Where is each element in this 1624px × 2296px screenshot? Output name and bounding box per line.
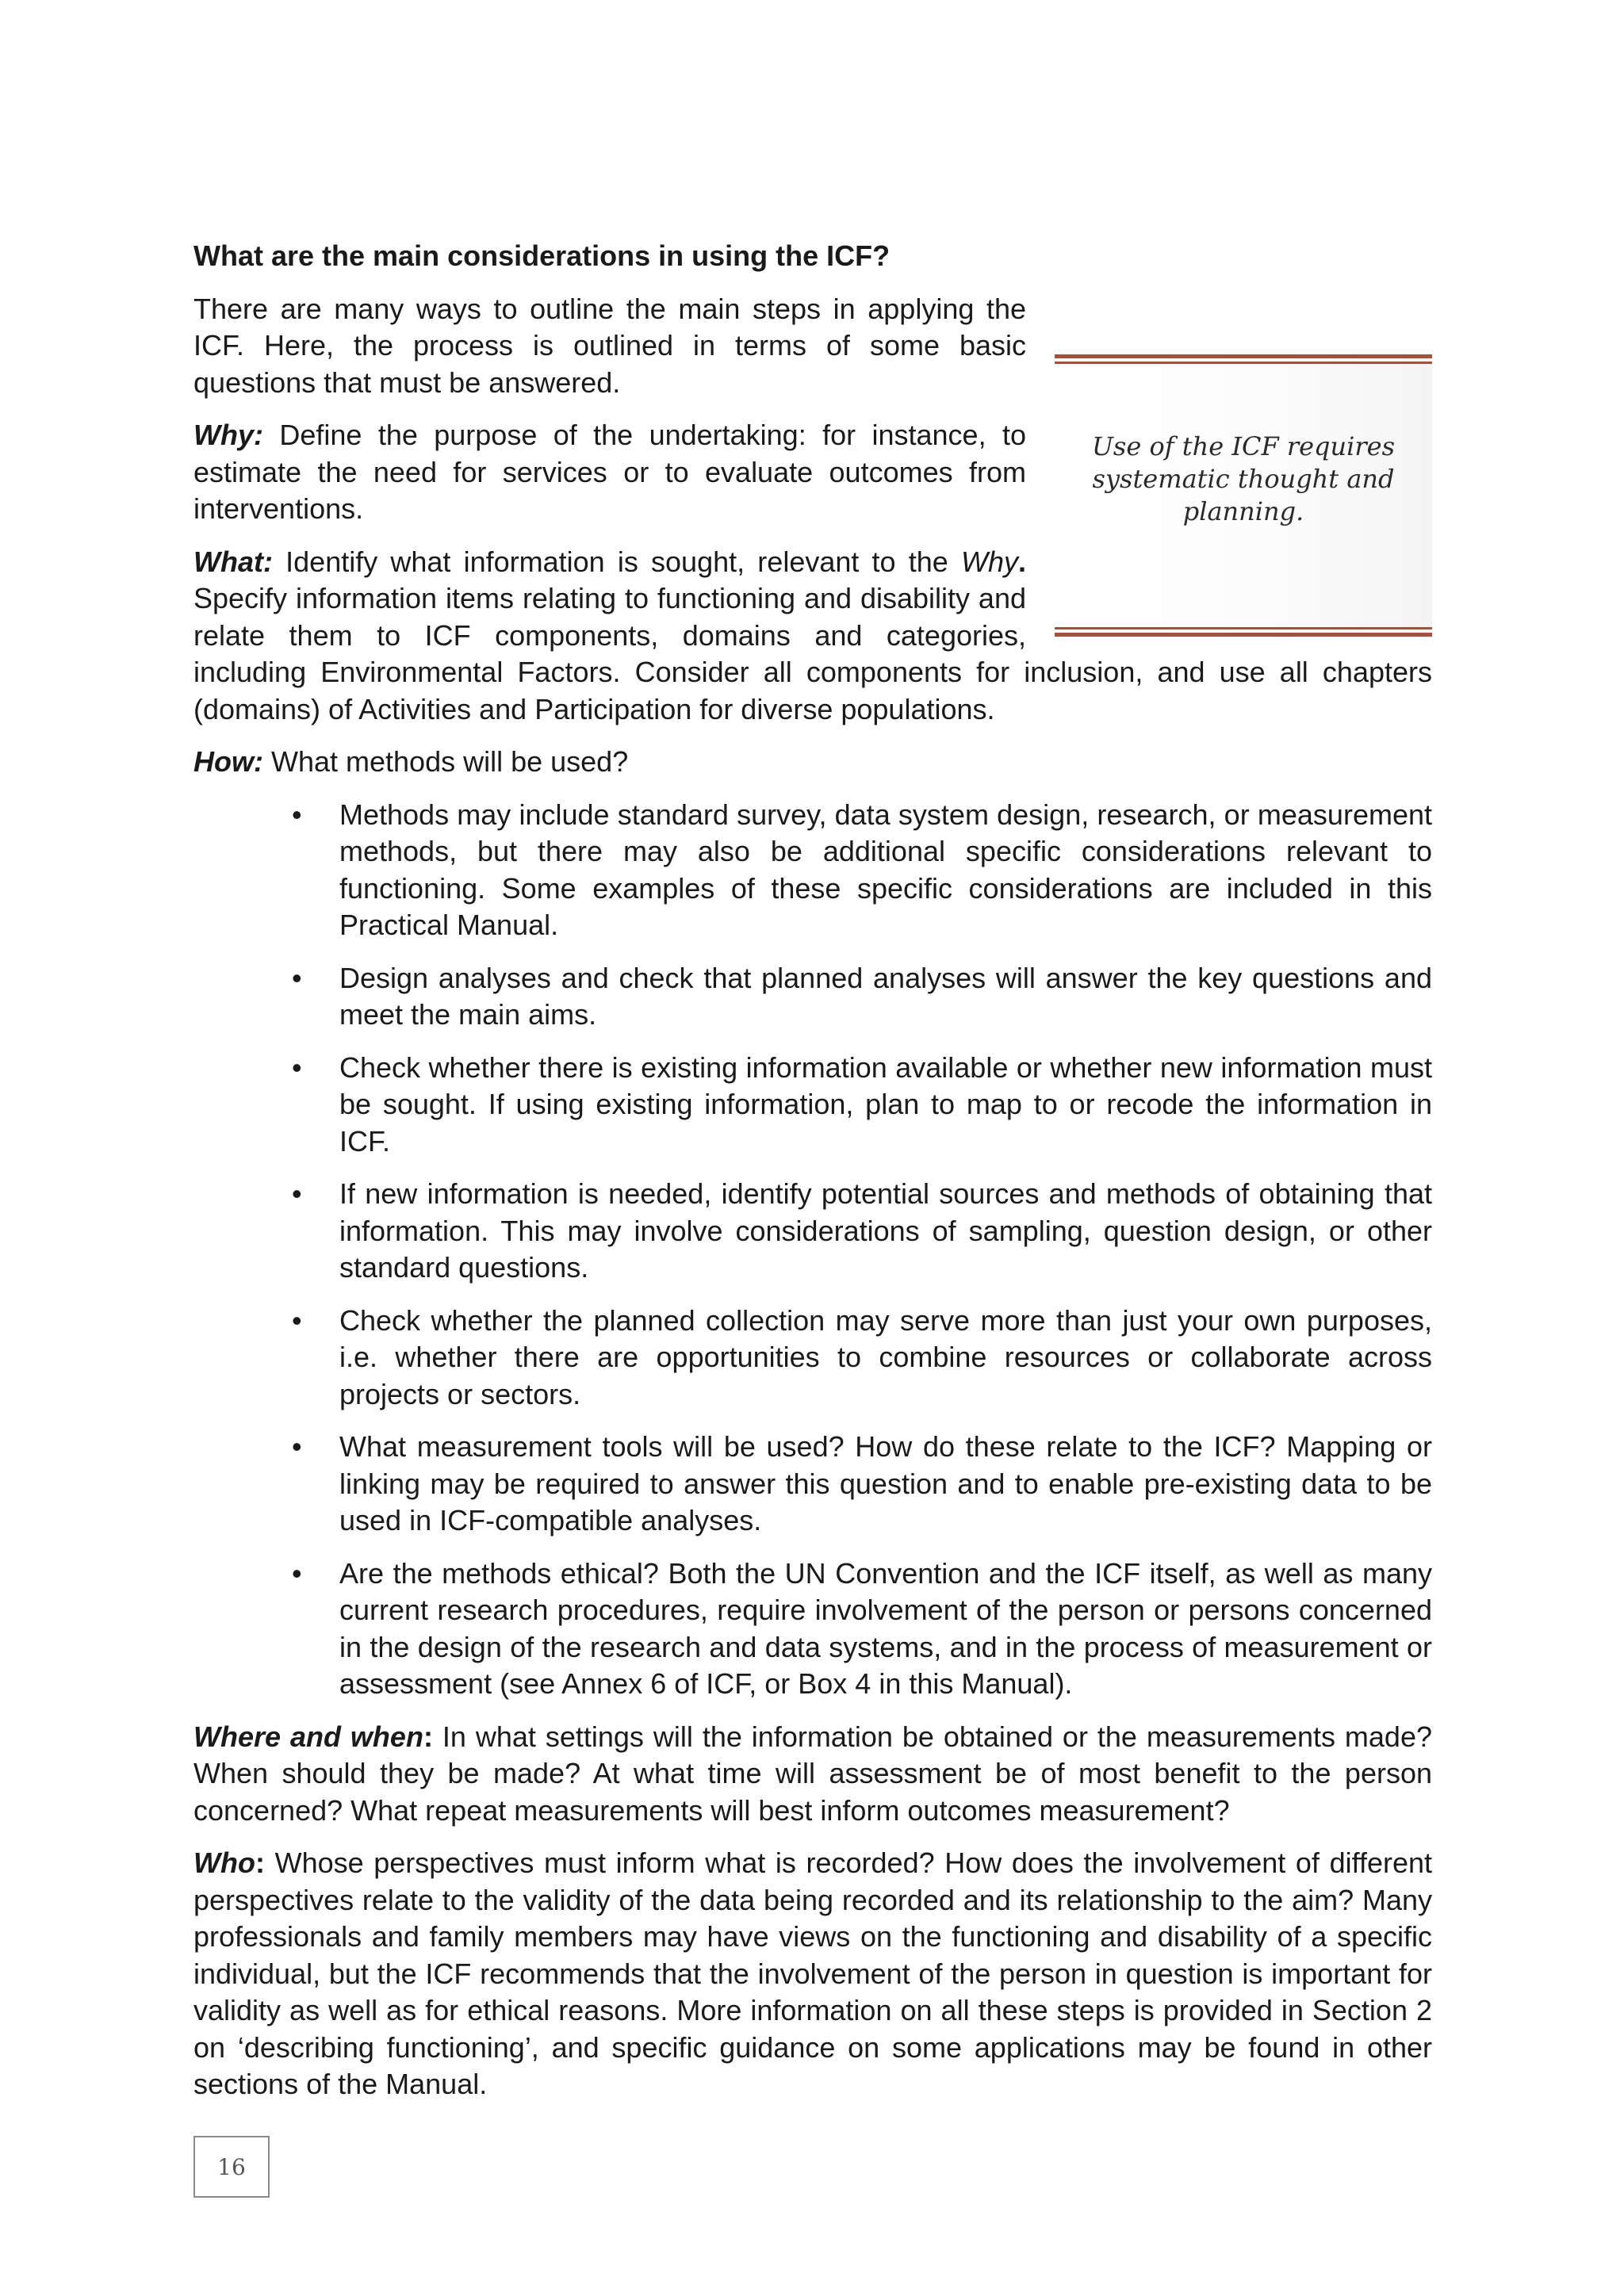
- list-item-text: What measurement tools will be used? How do these relate to the ICF? Mapping or linking may be required to answer this question and to enable pre-existing data to be used in ICF-compatible analyses.: [339, 1430, 1432, 1536]
- bullet-icon: •: [292, 798, 302, 831]
- where-when-text: In what settings will the information be obtained or the measurements made? When should they be made? At what time will assessment be of most benefit to the person concerned? What repeat measurements will best inform outcomes measurement?: [193, 1720, 1432, 1827]
- list-item: [292, 1303, 1432, 1414]
- list-item-text: Design analyses and check that planned analyses will answer the key questions and meet the main aims.: [339, 961, 1432, 1031]
- bullet-icon: •: [292, 961, 302, 994]
- list-item-text: Check whether the planned collection may serve more than just your own purposes, i.e. whether there are opportunities to combine resources or collaborate across projects or sectors.: [339, 1303, 1432, 1410]
- list-item-text: If new information is needed, identify potential sources and methods of obtaining that information. This may involve considerations of sampling, question design, or other standard questions.: [339, 1177, 1432, 1284]
- section-heading: What are the main considerations in using the ICF?: [193, 239, 891, 272]
- where-when-colon: :: [423, 1720, 433, 1753]
- how-label: How:: [193, 745, 263, 778]
- what-text-b: Specify information items relating to functioning and disability and relate them to ICF components, domains and categories, including Environmental Factors. Consider all components for inclusion, and use all chapters (domains) of Activities and Participation for diverse populations.: [193, 582, 1432, 725]
- why-text: Define the purpose of the undertaking: for instance, to estimate the need for services or to evaluate outcomes from interventions.: [193, 419, 1026, 525]
- bullet-icon: •: [292, 1303, 302, 1337]
- list-item-text: Are the methods ethical? Both the UN Convention and the ICF itself, as well as many current research procedures, require involvement of the person or persons concerned in the design of the research and data systems, and in the process of measurement or assessment (see Annex 6 of ICF, or Box 4 in this Manual).: [339, 1556, 1432, 1700]
- bullet-icon: •: [292, 1050, 302, 1084]
- what-why-reference: Why: [960, 545, 1018, 578]
- who-paragraph: [193, 1845, 1432, 2103]
- who-colon: :: [255, 1846, 265, 1879]
- list-item: [292, 1050, 1432, 1161]
- intro-paragraph: There are many ways to outline the main steps in applying the ICF. Here, the process is outlined in terms of some basic questions that must be answered.: [193, 292, 1026, 399]
- how-paragraph: [193, 744, 1432, 781]
- what-label: What:: [193, 545, 273, 578]
- who-text: Whose perspectives must inform what is recorded? How does the involvement of different perspectives relate to the validity of the data being recorded and its relationship to the aim? Many professionals and family members may have views on the functioning and disability of a specific individual, but the ICF recommends that the involvement of the person in question is important for validity as well as for ethical reasons. More information on all these steps is provided in Section 2 on ‘describing functioning’, and specific guidance on some applications may be found in other sections of the Manual.: [193, 1846, 1432, 2100]
- pull-quote-top-rule: [1055, 354, 1432, 365]
- how-text: What methods will be used?: [262, 745, 629, 778]
- where-when-paragraph: [193, 1719, 1432, 1830]
- bullet-icon: •: [292, 1430, 302, 1463]
- list-item: [292, 1429, 1432, 1540]
- list-item: [292, 1556, 1432, 1703]
- what-period: .: [1017, 545, 1026, 578]
- list-item: [292, 797, 1432, 944]
- pull-quote-text: Use of the ICF requires systematic thought and planning.: [1091, 430, 1396, 526]
- who-label: Who: [193, 1846, 255, 1879]
- list-item-text: Check whether there is existing information available or whether new information must be sought. If using existing information, plan to map to or recode the information in ICF.: [339, 1050, 1432, 1158]
- list-item-text: Methods may include standard survey, data system design, research, or measurement methods, but there may also be additional specific considerations relevant to functioning. Some examples of these specific considerations are included in this Practical Manual.: [339, 798, 1432, 941]
- list-item: [292, 1176, 1432, 1287]
- why-label: Why:: [193, 419, 263, 451]
- bullet-icon: •: [292, 1556, 302, 1590]
- page-number: 16: [193, 2136, 270, 2198]
- list-item: [292, 960, 1432, 1034]
- bullet-icon: •: [292, 1177, 302, 1210]
- what-text-a: Identify what information is sought, relevant to the: [272, 545, 961, 578]
- pull-quote-box: [1055, 354, 1432, 638]
- page-content: [193, 238, 1432, 2119]
- where-when-label: Where and when: [193, 1720, 423, 1753]
- how-bullet-list: [193, 797, 1432, 1703]
- pull-quote-bottom-rule: [1055, 627, 1432, 638]
